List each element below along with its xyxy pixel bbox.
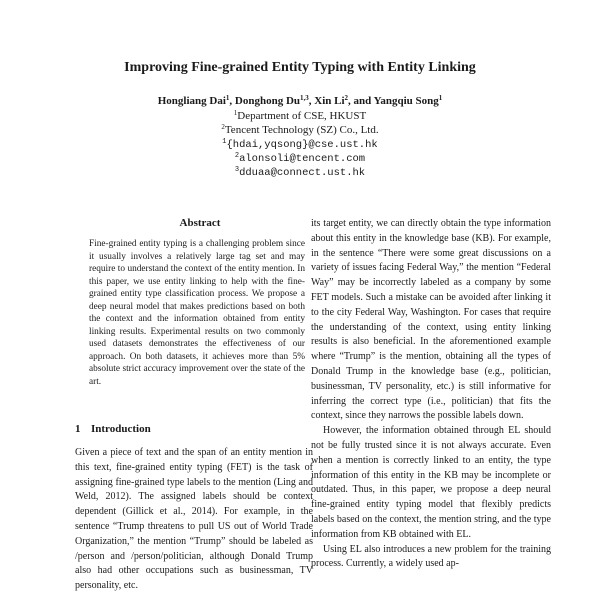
author-name: Donghong Du (234, 95, 301, 107)
author-affiliation-mark: 1 (438, 94, 443, 102)
email-address[interactable]: {hdai,yqsong}@cse.ust.hk (226, 139, 378, 151)
section-title: Introduction (91, 423, 151, 435)
author-list: Hongliang Dai$^1$, Donghong Du$^{1,3}$, Xin Li$^2$, and Yangqiu Song$^1$ (157, 94, 443, 107)
author-affiliation-mark: 1,3 (300, 94, 309, 102)
email-mark: 1 (222, 138, 227, 146)
section-number: 1 (75, 423, 81, 435)
abstract-text: Fine-grained entity typing is a challenging problem since it usually involves a relatively large tag set and may require to understand the context of the entity mention. In this paper, we use entity linking to help with the fine-grained entity type classification process. We propose a deep neural model that makes predictions based on both the context and the information obtained from entity linking results. Experimental results on two commonly used datasets demonstrates the effectiveness of our approach. On both datasets, it achieves more than 5% absolute strict accuracy improvement over the state of the art. (89, 239, 305, 387)
right-column-body (311, 217, 551, 572)
author-name: Yangqiu Song (373, 95, 439, 107)
author-name: Hongliang Dai (157, 95, 226, 107)
abstract-body (89, 238, 305, 388)
section-heading-introduction (75, 423, 151, 435)
paragraph: Given a piece of text and the span of an entity mention in this text, fine-grained entity typing (FET) is the task of assigning fine-grained type labels to the mention (Ling and Weld, 2012). The assigned labels should be context dependent (Gillick et al., 2014). For example, in the sentence “Trump threatens to pull US out of World Trade Organization,” the mention “Trump” should be labeled as /person and /person/politician, although Donald Trump also had other occupations such as businessman, TV personality, etc. (75, 447, 313, 592)
email-address[interactable]: dduaa@connect.ust.hk (239, 167, 366, 179)
paper-title: Improving Fine-grained Entity Typing with Entity Linking (124, 60, 476, 75)
author-affiliation-mark: 2 (344, 94, 349, 102)
author-conjunction: and (353, 95, 374, 107)
paragraph: Using EL also introduces a new problem for the training process. Currently, a widely used ap- (311, 543, 551, 570)
affiliation-line (0, 110, 600, 122)
author-name: Xin Li (314, 95, 345, 107)
affiliation-line (0, 124, 600, 136)
affiliation-mark: 2 (221, 123, 225, 131)
left-column-body (75, 446, 313, 594)
affiliation-text: Department of CSE, HKUST (237, 110, 367, 122)
email-line (0, 167, 600, 179)
email-mark: 2 (234, 152, 240, 160)
email-mark: 3 (234, 166, 240, 174)
affiliation-mark: 1 (233, 109, 238, 117)
author-affiliation-mark: 1 (225, 94, 230, 102)
abstract-heading: Abstract (179, 217, 221, 229)
email-line (0, 153, 600, 165)
email-address[interactable]: alonsoli@tencent.com (239, 153, 366, 165)
affiliation-text: Tencent Technology (SZ) Co., Ltd. (224, 124, 379, 136)
paragraph: However, the information obtained through EL should not be fully trusted since it is not always accurate. Even when a mention is correctly linked to an entity, the type information of this entity in the KB may be incomplete or outdated. Thus, in this paper, we propose a deep neural fine-grained entity typing model that flexibly predicts labels based on the context, the mention string, and the type information from KB obtained with EL. (311, 425, 551, 540)
paragraph: its target entity, we can directly obtain the type information about this entity in the knowledge base (KB). For example, in the sentence “There were some great discussions on a variety of issues facing Federal Way,” the mention “Federal Way” may be incorrectly labeled as a company by some FET models. Such a mistake can be avoided after linking it to the city Federal Way, Washington. For cases that require the understanding of the context, using entity linking results is also beneficial. In the aforementioned example where “Trump” is the mention, obtaining all the types of Donald Trump in the knowledge base (e.g., politician, businessman, TV personality, etc.) is still informative for inferring the correct type (i.e., politician) that fits the context, since they narrows the possible labels down. (311, 218, 551, 422)
email-line (0, 139, 600, 151)
